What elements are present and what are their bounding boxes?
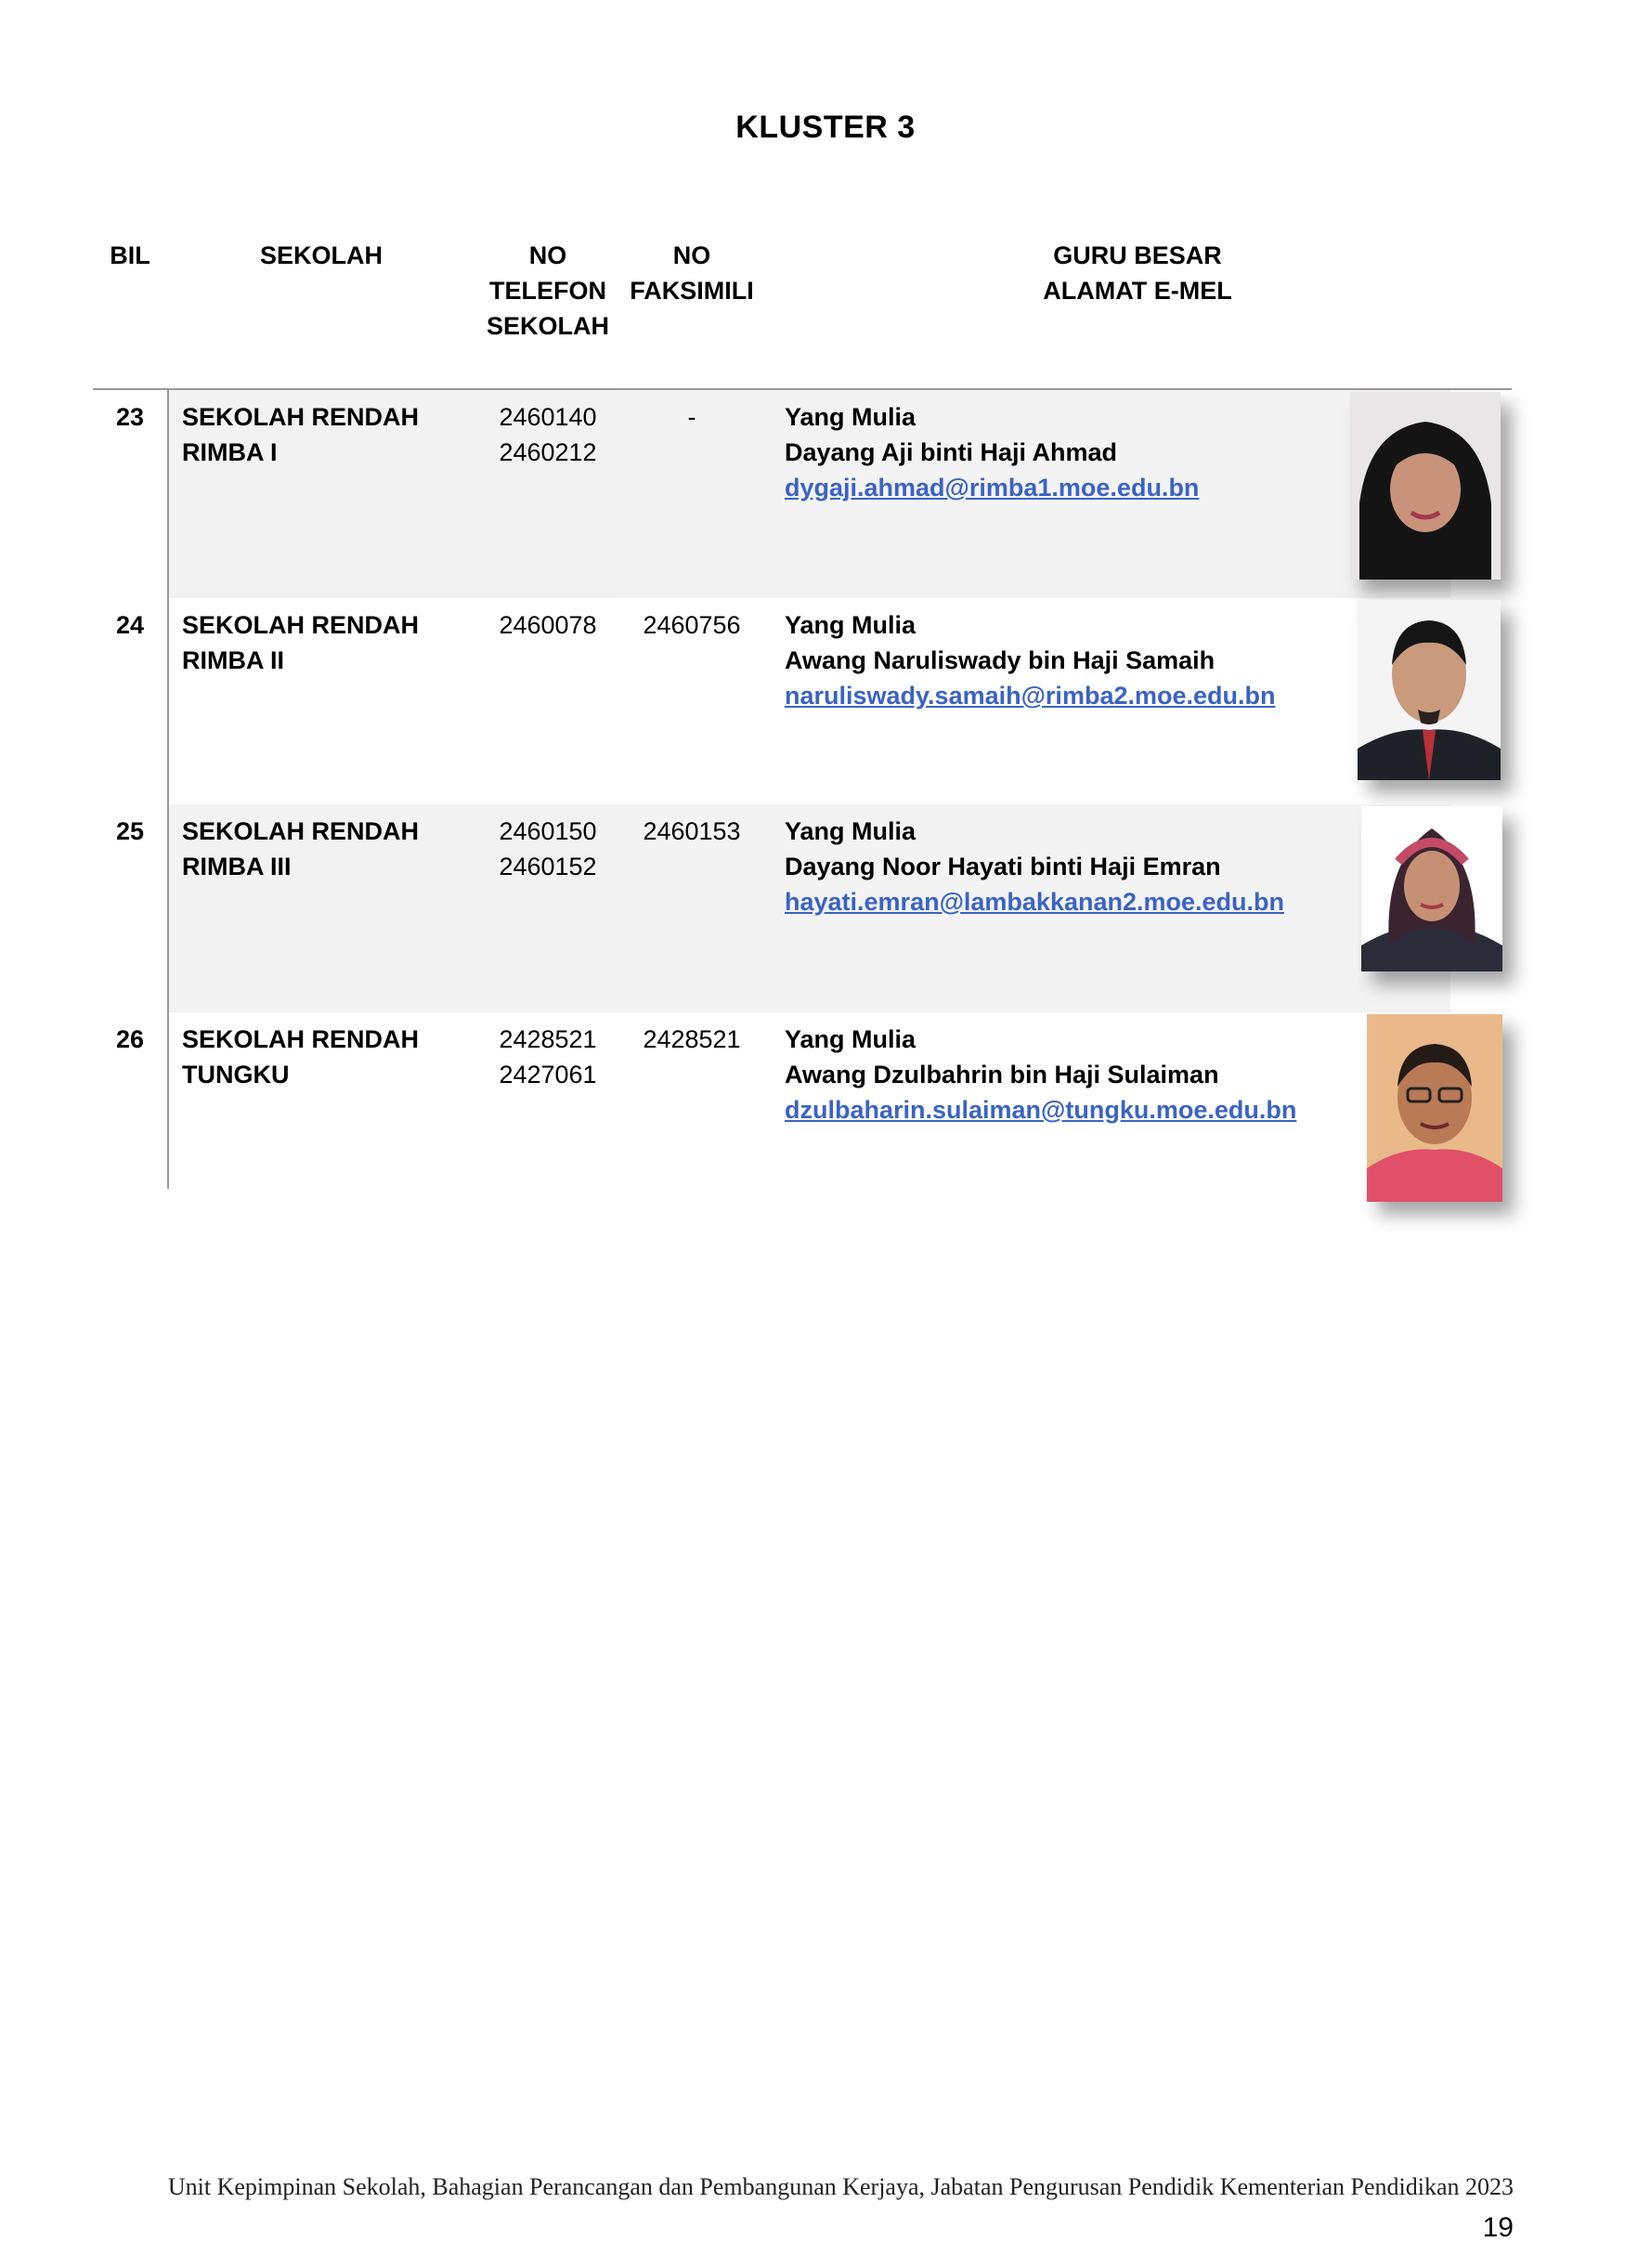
email-link[interactable]: naruliswady.samaih@rimba2.moe.edu.bn: [785, 682, 1276, 710]
fax-number: 2428521: [643, 1025, 741, 1053]
phone-numbers: 2460150 2460152: [499, 817, 597, 880]
header-faksimili: NO FAKSIMILI: [630, 241, 754, 305]
phone-numbers: 2460078: [499, 611, 597, 639]
table-row: [93, 598, 1450, 806]
portrait-icon: [1358, 600, 1501, 780]
portrait-icon: [1361, 806, 1502, 971]
phone-numbers: 2460140 2460212: [499, 403, 597, 466]
headteacher-photo: [1350, 392, 1501, 580]
email-link[interactable]: dygaji.ahmad@rimba1.moe.edu.bn: [785, 474, 1200, 502]
phone-numbers: 2428521 2427061: [499, 1025, 597, 1088]
headteacher-photo: [1358, 600, 1501, 780]
fax-number: -: [687, 403, 696, 431]
page-number: 19: [1482, 2212, 1514, 2243]
email-link[interactable]: hayati.emran@lambakkanan2.moe.edu.bn: [785, 888, 1285, 916]
headteacher-photo: [1367, 1014, 1502, 1202]
table-row: [93, 804, 1450, 1012]
headteacher-photo: [1361, 806, 1502, 971]
headteacher-info: Yang Mulia Dayang Noor Hayati binti Haji Emran hayati.emran@lambakkanan2.moe.edu.bn: [785, 814, 1416, 919]
school-name: SEKOLAH RENDAH RIMBA I: [182, 403, 420, 466]
headteacher-info: Yang Mulia Awang Naruliswady bin Haji Samaih naruliswady.samaih@rimba2.moe.edu.bn: [785, 607, 1416, 713]
headteacher-info: Yang Mulia Dayang Aji binti Haji Ahmad dygaji.ahmad@rimba1.moe.edu.bn: [785, 399, 1416, 505]
header-sekolah: SEKOLAH: [259, 241, 383, 269]
portrait-icon: [1350, 392, 1501, 580]
row-number: 25: [115, 817, 145, 845]
header-telefon: NO TELEFON SEKOLAH: [486, 241, 609, 340]
school-name: SEKOLAH RENDAH RIMBA II: [182, 611, 420, 674]
portrait-icon: [1367, 1014, 1502, 1202]
school-name: SEKOLAH RENDAH RIMBA III: [182, 817, 420, 880]
header-guru-besar: GURU BESAR ALAMAT E-MEL: [1043, 241, 1232, 305]
table-row: [93, 1012, 1450, 1220]
fax-number: 2460153: [643, 817, 741, 845]
header-bil: BIL: [110, 241, 150, 269]
row-number: 26: [115, 1025, 145, 1053]
fax-number: 2460756: [643, 611, 741, 639]
email-link[interactable]: dzulbaharin.sulaiman@tungku.moe.edu.bn: [785, 1096, 1297, 1124]
school-name: SEKOLAH RENDAH TUNGKU: [182, 1025, 420, 1088]
table-row: [93, 390, 1450, 598]
page-title: KLUSTER 3: [735, 110, 916, 145]
page-footer: Unit Kepimpinan Sekolah, Bahagian Perancangan dan Pembangunan Kerjaya, Jabatan Pengurusan Pendidik Kementerian Pendidikan 2023: [167, 2173, 1514, 2200]
headteacher-info: Yang Mulia Awang Dzulbahrin bin Haji Sulaiman dzulbaharin.sulaiman@tungku.moe.edu.bn: [785, 1022, 1416, 1127]
row-number: 24: [115, 611, 145, 639]
row-number: 23: [115, 403, 145, 431]
